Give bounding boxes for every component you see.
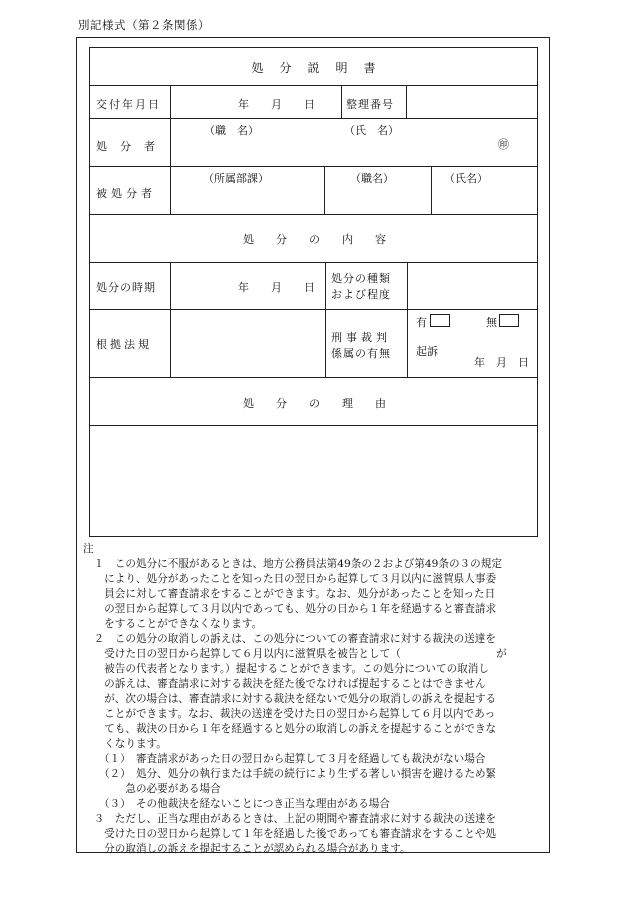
criminal-yes-label: 有 [416, 316, 427, 329]
note-line: 分の取消しの訴えを提起することが認められる場合があります。 [83, 843, 411, 855]
note-line: 受けた日の翌日から起算して１年を経過した後であっても審査請求をすることや処 [83, 828, 497, 840]
subject-post-label: （職名） [350, 172, 394, 185]
note-line: 急の必要がある場合 [83, 783, 221, 795]
actor-name-label: （氏 名） [344, 124, 399, 137]
note-line: 被告の代表者となります。）提起することができます。この処分についての取消し [83, 663, 489, 675]
note-line: （３） その他裁決を経ないことにつき正当な理由がある場合 [83, 798, 390, 810]
content-section-heading: 処 分 の 内 容 [243, 233, 386, 246]
criminal-no-label: 無 [486, 316, 497, 329]
note-line: 員会に対して審査請求をすることができます。なお、処分があったことを知った日 [83, 588, 496, 600]
criminal-no-checkbox[interactable] [499, 314, 519, 327]
note-line: 受けた日の翌日から起算して６月以内に滋賀県を被告として（ が [83, 648, 507, 660]
note-line: （１） 審査請求があった日の翌日から起算して３月を経過しても裁決がない場合 [83, 753, 486, 765]
subject-name-label: （氏名） [444, 172, 488, 185]
note-line: ても、裁決の日から１年を経過すると処分の取消しの訴えを提起することができな [83, 723, 497, 735]
indictment-label: 起訴 [416, 345, 438, 358]
note-line: をすることができなくなります。 [83, 618, 263, 630]
criminal-case-label-line2: 係属の有無 [331, 347, 391, 360]
note-line: １ この処分に不服があるときは、地方公務員法第49条の２および第49条の３の規定 [83, 558, 502, 570]
note-line: が、次の場合は、審査請求に対する裁決を経ないで処分の取消しの訴えを提起する [83, 693, 497, 705]
note-line: の訴えは、審査請求に対する裁決を経た後でなければ提起することはできません [83, 678, 486, 690]
timing-label: 処分の時期 [96, 281, 156, 294]
notes-heading: 注 [83, 543, 94, 555]
note-line: ２ この処分の取消しの訴えは、この処分についての審査請求に対する裁決の送達を [83, 633, 496, 645]
actor-label: 処 分 者 [96, 140, 156, 153]
kind-label-line2: および程度 [331, 288, 391, 301]
legal-basis-label: 根拠法規 [96, 338, 152, 351]
timing-date-value: 年 月 日 [238, 281, 315, 294]
note-line: の翌日から起算して３月以内であっても、処分の日から１年を経過すると審査請求 [83, 603, 497, 615]
subject-dept-label: （所属部課） [203, 172, 269, 185]
note-line: ３ ただし、正当な理由があるときは、上記の期間や審査請求に対する裁決の送達を [83, 813, 497, 825]
criminal-yes-checkbox[interactable] [430, 314, 450, 327]
subject-label: 被処分者 [96, 187, 156, 200]
reference-number-label: 整理番号 [346, 98, 394, 111]
notes [83, 542, 548, 857]
kind-label-line1: 処分の種類 [331, 272, 391, 285]
issue-date-label: 交付年月日 [96, 98, 161, 111]
actor-post-label: （職 名） [204, 124, 259, 137]
seal-mark: ㊞ [498, 138, 509, 151]
note-line: により、処分があったことを知った日の翌日から起算して３月以内に滋賀県人事委 [83, 573, 497, 585]
note-line: （２） 処分、処分の執行または手続の続行により生ずる著しい損害を避けるため緊 [83, 768, 497, 780]
note-line: ことができます。なお、裁決の送達を受けた日の翌日から起算して６月以内であっ [83, 708, 496, 720]
criminal-case-label-line1: 刑事裁判 [331, 331, 391, 344]
indictment-date-value: 年 月 日 [474, 356, 529, 369]
form-title: 処 分 説 明 書 [251, 61, 378, 75]
reason-section-heading: 処 分 の 理 由 [243, 397, 386, 410]
disposition-table [89, 47, 538, 537]
note-line: くなります。 [83, 738, 167, 750]
issue-date-value: 年 月 日 [238, 98, 315, 111]
form-caption: 別記様式（第２条関係） [78, 18, 210, 32]
